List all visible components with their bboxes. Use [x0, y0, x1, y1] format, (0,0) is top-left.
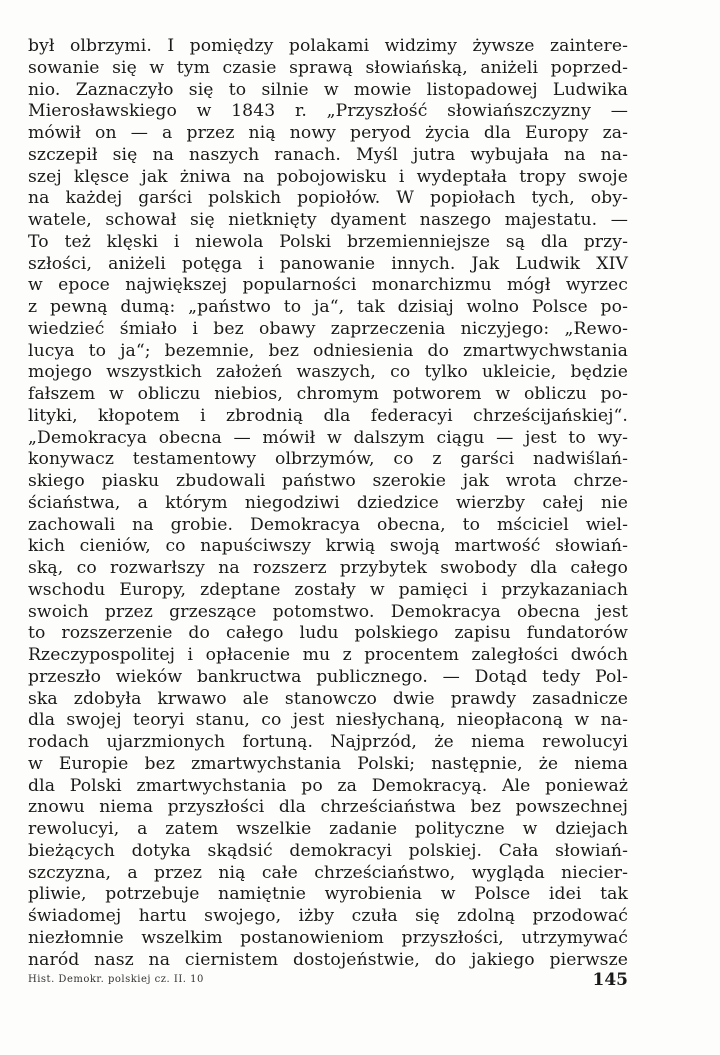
text-line: świadomej hartu swojego, iżby czuła się zdolną przodować: [28, 906, 628, 926]
text-line: rewolucyi, a zatem wszelkie zadanie polityczne w dziejach: [28, 819, 628, 839]
text-line: bieżących dotyka skądsić demokracyi polskiej. Cała słowiań-: [28, 840, 628, 861]
text-line: na każdej garści polskich popiołów. W popiołach tych, oby-: [28, 188, 628, 209]
text-line: mojego wszystkich założeń waszych, co tylko ukleicie, będzie: [28, 362, 628, 383]
text-line: skiego piasku zbudowali państwo szerokie jak wrota chrze-: [28, 471, 628, 491]
text-line: Rzeczypospolitej i opłacenie mu z procentem zaległości dwóch: [28, 645, 628, 665]
text-line: szej klęsce jak żniwa na pobojowisku i wydeptała tropy swoje: [28, 166, 628, 187]
text-line: przeszło wieków bankructwa publicznego. — Dotąd tedy Pol-: [28, 666, 628, 687]
text-line: watele, schował się nietknięty dyament naszego majestatu. —: [28, 210, 628, 230]
text-line: konywacz testamentowy olbrzymów, co z garści nadwiślań-: [28, 449, 628, 470]
text-line: wiedzieć śmiało i bez obawy zaprzeczenia niczyjego: „Rewo-: [28, 318, 628, 339]
text-line: kich cieniów, co napuściwszy krwią swoją martwość słowiań-: [28, 536, 628, 557]
text-line: pliwie, potrzebuje namiętnie wyrobienia w Polsce idei tak: [28, 884, 628, 905]
text-line: w Europie bez zmartwychstania Polski; następnie, że niema: [28, 753, 628, 774]
text-line: fałszem w obliczu niebios, chromym potworem w obliczu po-: [28, 384, 628, 404]
text-line: zachowali na grobie. Demokracya obecna, to mściciel wiel-: [28, 514, 628, 535]
text-line: lucya to ja“; bezemnie, bez odniesienia do zmartwychwstania: [28, 340, 628, 361]
text-line: ściaństwa, a którym niegodziwi dziedzice wierzby całej nie: [28, 492, 628, 513]
text-line: ską, co rozwarłszy na rozszerz przybytek swobody dla całego: [28, 558, 628, 578]
text-line: mówił on — a przez nią nowy peryod życia dla Europy za-: [28, 123, 628, 143]
text-line: sowanie się w tym czasie sprawą słowiańską, aniżeli poprzed-: [28, 57, 628, 78]
text-line: szczepił się na naszych ranach. Myśl jutra wybujała na na-: [28, 144, 628, 165]
text-line: rodach ujarzmionych fortuną. Najprzód, że niema rewolucyi: [28, 732, 628, 752]
text-line: to rozszerzenie do całego ludu polskiego zapisu fundatorów: [28, 623, 628, 644]
text-line: naród nasz na ciernistem dostojeństwie, do jakiego pierwsze: [28, 949, 628, 970]
text-line: nio. Zaznaczyło się to silnie w mowie listopadowej Ludwika: [28, 79, 628, 100]
body-text: [28, 36, 628, 971]
text-line: ska zdobyła krwawo ale stanowczo dwie prawdy zasadnicze: [28, 688, 628, 709]
printer-signature: Hist. Demokr. polskiej cz. II. 10: [28, 974, 204, 985]
text-line: dla swojej teoryi stanu, co jest niesłychaną, nieopłaconą w na-: [28, 710, 628, 731]
text-line: Mierosławskiego w 1843 r. „Przyszłość słowiańszczyzny —: [28, 101, 628, 122]
text-line: w epoce największej popularności monarchizmu mógł wyrzec: [28, 275, 628, 296]
text-line: znowu niema przyszłości dla chrześciaństwa bez powszechnej: [28, 797, 628, 818]
text-line: dla Polski zmartwychstania po za Demokracyą. Ale ponieważ: [28, 775, 628, 796]
text-line: swoich przez grzeszące potomstwo. Demokracya obecna jest: [28, 601, 628, 622]
text-line: lityki, kłopotem i zbrodnią dla federacyi chrześcijańskiej“.: [28, 405, 628, 426]
text-line: „Demokracya obecna — mówił w dalszym ciągu — jest to wy-: [28, 427, 628, 448]
page-number: 145: [592, 970, 628, 990]
text-line: wschodu Europy, zdeptane zostały w pamięci i przykazaniach: [28, 579, 628, 600]
text-line: niezłomnie wszelkim postanowieniom przyszłości, utrzymywać: [28, 927, 628, 948]
text-line: szczyzna, a przez nią całe chrześciaństwo, wygląda niecier-: [28, 862, 628, 883]
text-line: był olbrzymi. I pomiędzy polakami widzimy żywsze zaintere-: [28, 36, 628, 56]
page-footer: [28, 970, 628, 994]
text-line: szłości, aniżeli potęga i panowanie innych. Jak Ludwik XIV: [28, 253, 628, 274]
text-line: To też klęski i niewola Polski brzemienniejsze są dla przy-: [28, 231, 628, 252]
text-line: z pewną dumą: „państwo to ja“, tak dzisiaj wolno Polsce po-: [28, 297, 628, 317]
